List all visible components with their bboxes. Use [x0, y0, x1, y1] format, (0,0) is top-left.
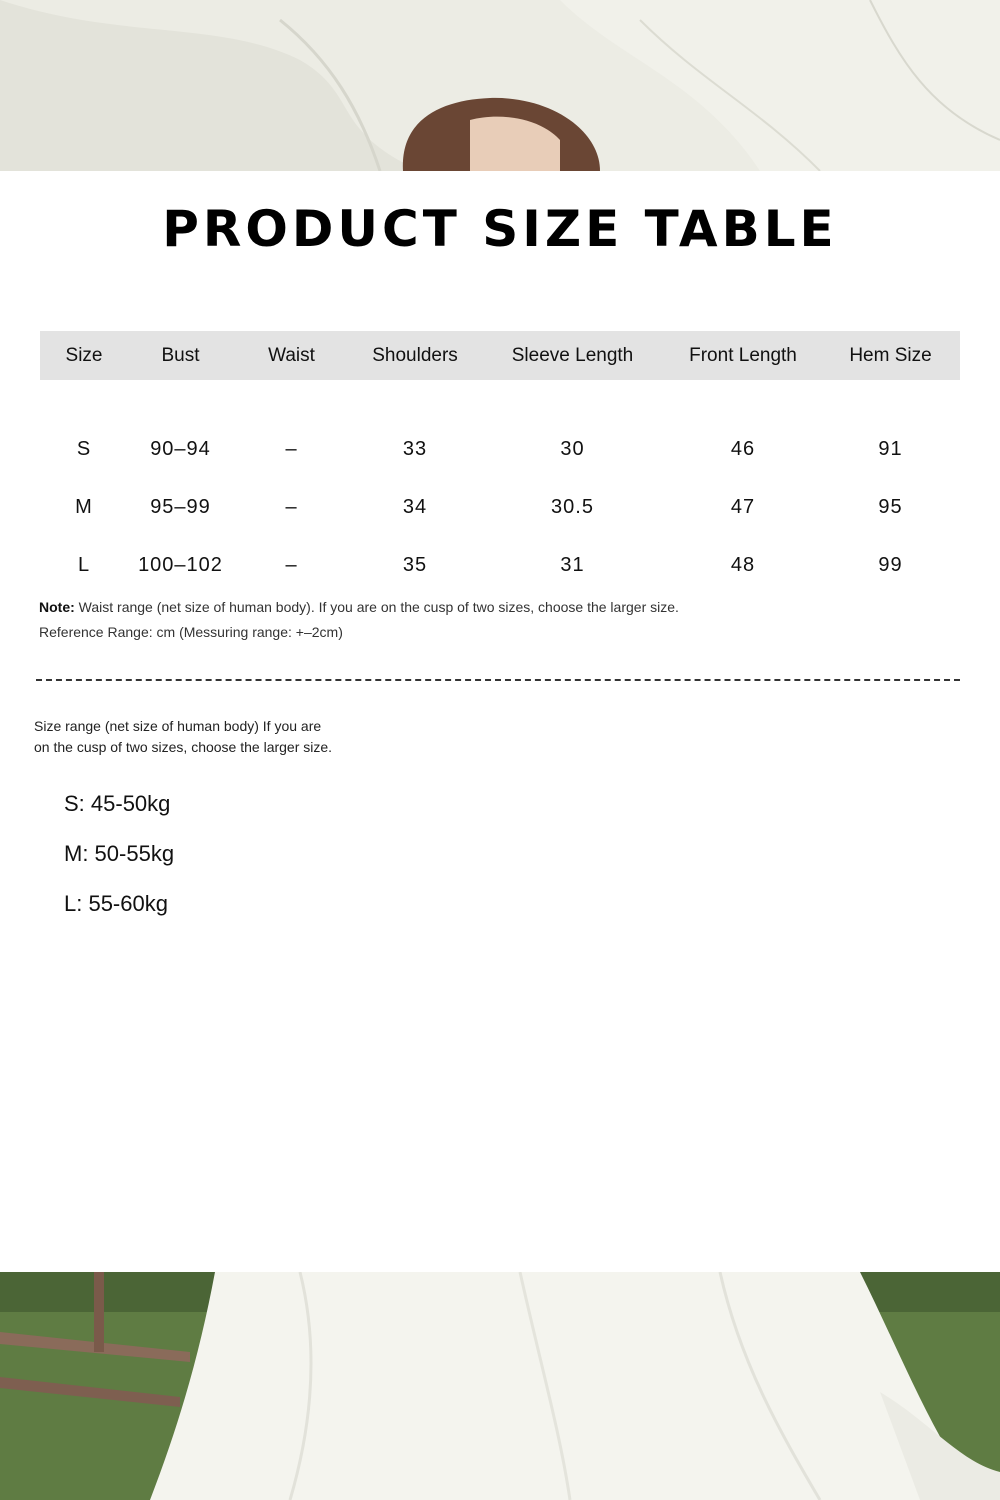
table-row [40, 380, 960, 478]
weight-range-list [64, 786, 174, 936]
cell-size: L [77, 553, 91, 576]
header-shoulders: Shoulders [372, 344, 458, 366]
cell-waist: – [285, 553, 298, 576]
table-row [40, 478, 960, 536]
cell-front-length: 48 [730, 553, 756, 576]
header-size: Size [65, 344, 103, 366]
size-note [39, 595, 679, 645]
weight-range-item: L: 55-60kg [64, 891, 168, 916]
header-hem-size: Hem Size [849, 344, 932, 366]
cell-sleeve-length: 31 [560, 553, 585, 576]
cell-bust: 95–99 [150, 495, 211, 518]
table-header-row [40, 331, 960, 380]
weight-range-item: S: 45-50kg [64, 791, 171, 816]
cell-hem-size: 99 [878, 553, 903, 576]
bottom-photo [0, 1272, 1000, 1500]
cell-hem-size: 91 [878, 437, 903, 460]
note-line [39, 595, 679, 620]
note-label: Note: [39, 599, 75, 615]
dress-photo-bottom [0, 1272, 1000, 1500]
cell-size: M [75, 495, 93, 518]
cell-shoulders: 35 [402, 553, 428, 576]
cell-shoulders: 33 [402, 437, 428, 460]
size-range-intro-line: Size range (net size of human body) If you are [34, 718, 322, 734]
size-range-intro [34, 716, 374, 758]
cell-front-length: 46 [730, 437, 756, 460]
cell-shoulders: 34 [402, 495, 428, 518]
cell-sleeve-length: 30 [560, 437, 585, 460]
page-title: PRODUCT SIZE TABLE [162, 200, 838, 258]
top-photo [0, 0, 1000, 171]
cell-hem-size: 95 [878, 495, 903, 518]
dashed-divider [36, 679, 960, 681]
cell-bust: 100–102 [138, 553, 223, 576]
header-front-length: Front Length [689, 344, 797, 366]
header-bust: Bust [161, 344, 200, 366]
size-table [40, 331, 960, 594]
header-waist: Waist [268, 344, 315, 366]
table-row [40, 536, 960, 594]
note-text: Waist range (net size of human body). If you are on the cusp of two sizes, choose the larger size. [74, 599, 679, 615]
cell-sleeve-length: 30.5 [551, 495, 594, 518]
weight-range-item: M: 50-55kg [64, 841, 175, 866]
cell-front-length: 47 [730, 495, 756, 518]
cell-waist: – [285, 495, 298, 518]
cell-size: S [76, 437, 92, 460]
header-sleeve-length: Sleeve Length [511, 344, 634, 366]
reference-range: Reference Range: cm (Messuring range: +–2cm) [39, 624, 343, 640]
cell-waist: – [285, 437, 298, 460]
size-range-intro-line: on the cusp of two sizes, choose the larger size. [34, 739, 333, 755]
cell-bust: 90–94 [150, 437, 211, 460]
fabric-photo-top [0, 0, 1000, 171]
